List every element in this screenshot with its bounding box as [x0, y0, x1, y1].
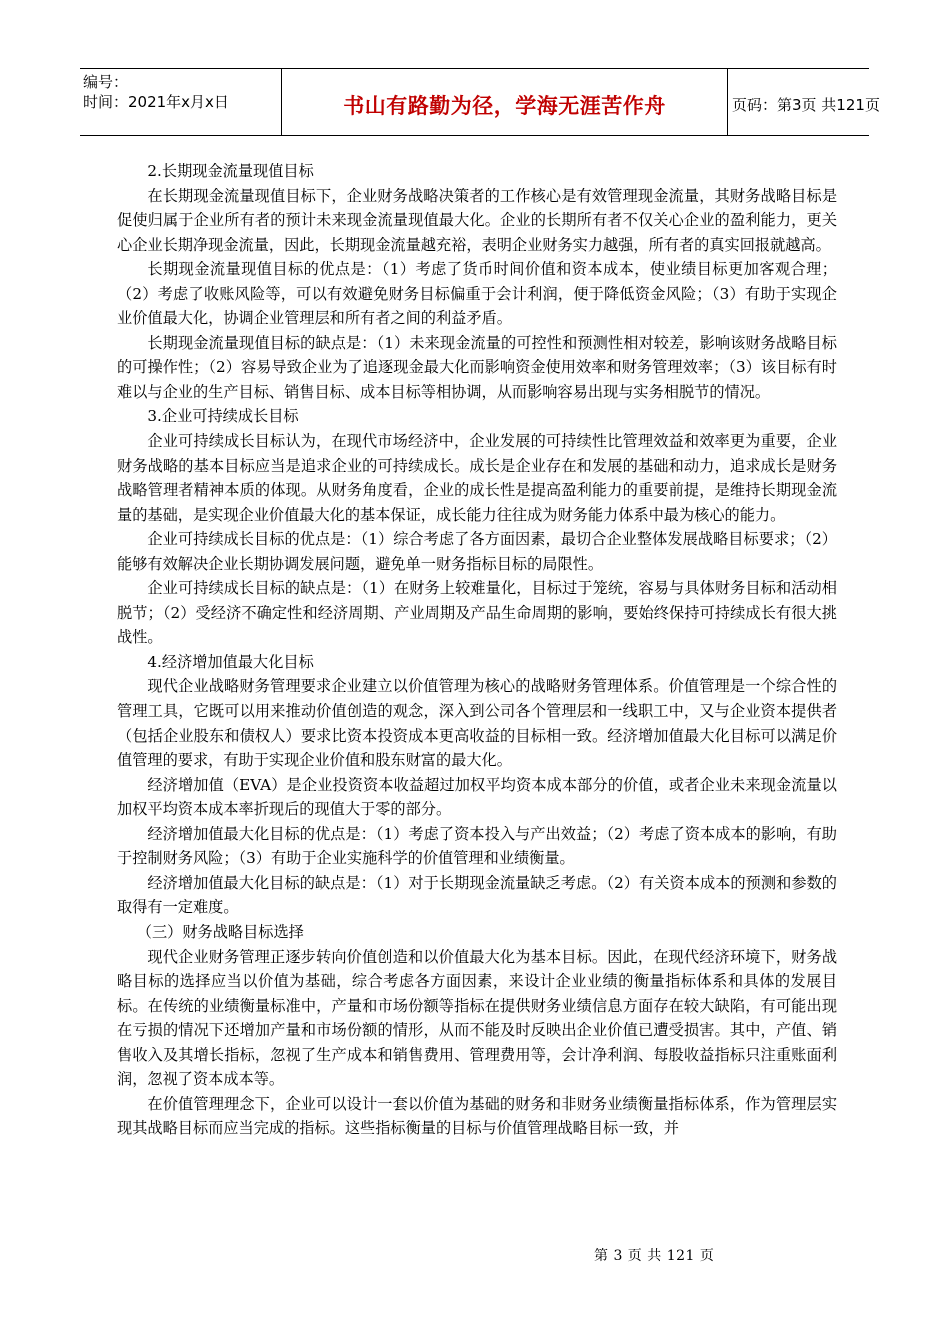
paragraph: 经济增加值最大化目标的缺点是：（1）对于长期现金流量缺乏考虑。（2）有关资本成本的预测和参数的取得有一定难度。: [117, 873, 837, 917]
paragraph: 在价值管理理念下，企业可以设计一套以价值为基础的财务和非财务业绩衡量指标体系，作为管理层实现其战略目标而应当完成的指标。这些指标衡量的目标与价值管理战略目标一致，并: [117, 1094, 837, 1138]
paragraph: 现代企业战略财务管理要求企业建立以价值管理为核心的战略财务管理体系。价值管理是一个综合性的管理工具，它既可以用来推动价值创造的观念，深入到公司各个管理层和一线职工中，又与企业资本提供者（包括企业股东和债权人）要求比资本投资成本更高收益的目标相一致。经济增加值最大化目标可以满足价值管理的要求，有助于实现企业价值和股东财富的最大化。: [117, 677, 837, 770]
paragraph: 长期现金流量现值目标的优点是：（1）考虑了货币时间价值和资本成本，使业绩目标更加客观合理；（2）考虑了收账风险等，可以有效避免财务目标偏重于会计利润，便于降低资金风险；（3）有助于实现企业价值最大化，协调企业管理层和所有者之间的利益矛盾。: [117, 260, 837, 328]
date-label: 时间：2021年x月x日: [83, 93, 229, 111]
paragraph: 在长期现金流量现值目标下，企业财务战略决策者的工作核心是有效管理现金流量，其财务战略目标是促使归属于企业所有者的预计未来现金流量现值最大化。企业的长期所有者不仅关心企业的盈利能力，更关心企业长期净现金流量，因此，长期现金流量越充裕，表明企业财务实力越强，所有者的真实回报就越高。: [117, 186, 837, 254]
section-heading: 4.经济增加值最大化目标: [147, 652, 314, 671]
section-heading: 2.长期现金流量现值目标: [147, 162, 314, 180]
paragraph: 企业可持续成长目标的优点是：（1）综合考虑了各方面因素，最切合企业整体发展战略目标要求；（2）能够有效解决企业长期协调发展问题，避免单一财务指标目标的局限性。: [117, 530, 837, 573]
document-body: [117, 159, 837, 1141]
section-heading: （三）财务战略目标选择: [136, 922, 304, 941]
paragraph: 企业可持续成长目标认为，在现代市场经济中，企业发展的可持续性比管理效益和效率更为重要，企业财务战略的基本目标应当是追求企业的可持续成长。成长是企业存在和发展的基础和动力，追求成长是财务战略管理者精神本质的体现。从财务角度看，企业的成长性是提高盈利能力的重要前提，是维持长期现金流量的基础，是实现企业价值最大化的基本保证，成长能力往往成为财务能力体系中最为核心的能力。: [117, 432, 837, 524]
paragraph: 长期现金流量现值目标的缺点是：（1）未来现金流量的可控性和预测性相对较差，影响该财务战略目标的可操作性；（2）容易导致企业为了追逐现金最大化而影响资金使用效率和财务管理效率；（3）该目标有时难以与企业的生产目标、销售目标、成本目标等相协调，从而影响容易出现与实务相脱节的情况。: [117, 333, 837, 401]
page-footer: 第 3 页 共 121 页: [594, 1248, 715, 1264]
header-center-cell: [282, 69, 728, 135]
paragraph: 经济增加值最大化目标的优点是：（1）考虑了资本投入与产出效益；（2）考虑了资本成本的影响，有助于控制财务风险；（3）有助于企业实施科学的价值管理和业绩衡量。: [117, 824, 837, 868]
serial-number-label: 编号：: [83, 73, 129, 91]
header-left-cell: [80, 69, 282, 135]
page-header: [80, 68, 880, 136]
paragraph: 企业可持续成长目标的缺点是：（1）在财务上较难量化，目标过于笼统，容易与具体财务目标和活动相脱节；（2）受经济不确定性和经济周期、产业周期及产品生命周期的影响，要始终保持可持续成长有很大挑战性。: [117, 579, 837, 647]
motto-text: 书山有路勤为径，学海无涯苦作舟: [343, 94, 666, 118]
header-right-cell: [728, 69, 880, 135]
header-page-number: 页码：第3页 共121页: [732, 96, 880, 114]
paragraph: 现代企业财务管理正逐步转向价值创造和以价值最大化为基本目标。因此，在现代经济环境下，财务战略目标的选择应当以价值为基础，综合考虑各方面因素，来设计企业业绩的衡量指标体系和具体的发展目标。在传统的业绩衡量标准中，产量和市场份额等指标在提供财务业绩信息方面存在较大缺陷，有可能出现在亏损的情况下还增加产量和市场份额的情形，从而不能及时反映出企业价值已遭受损害。其中，产值、销售收入及其增长指标，忽视了生产成本和销售费用、管理费用等，会计净利润、每股收益指标只注重账面利润，忽视了资本成本等。: [117, 947, 837, 1089]
paragraph: 经济增加值（EVA）是企业投资资本收益超过加权平均资本成本部分的价值，或者企业未来现金流量以加权平均资本成本率折现后的现值大于零的部分。: [117, 775, 837, 819]
section-heading: 3.企业可持续成长目标: [147, 407, 299, 426]
